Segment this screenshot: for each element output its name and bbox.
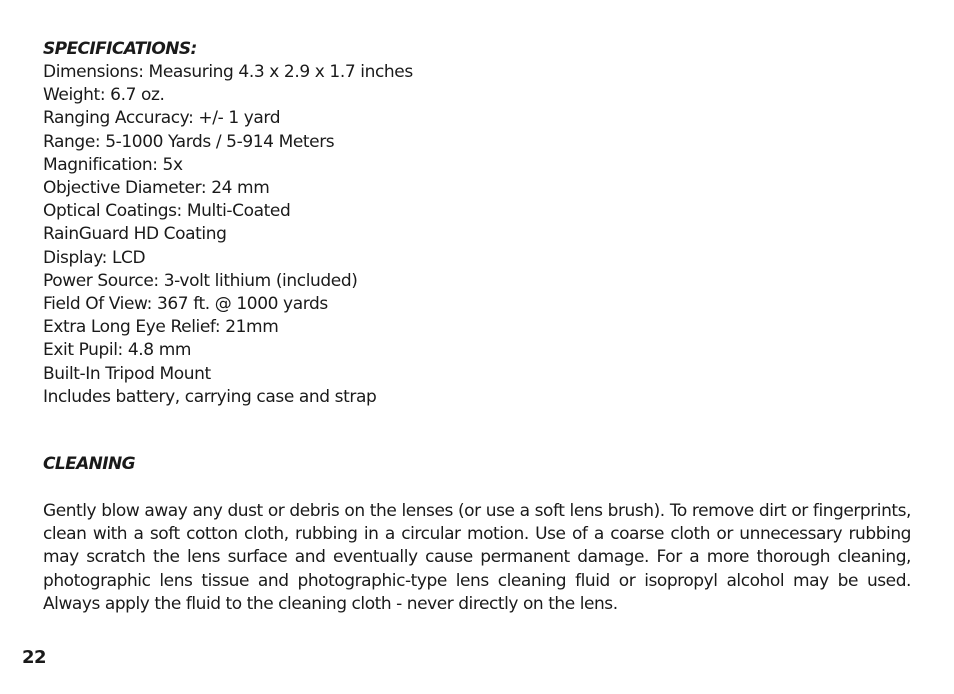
spec-item-range: Range: 5-1000 Yards / 5-914 Meters bbox=[43, 131, 335, 152]
spec-item-eye-relief: Extra Long Eye Relief: 21mm bbox=[43, 317, 279, 338]
spec-item-power-source: Power Source: 3-volt lithium (included) bbox=[43, 270, 358, 291]
cleaning-paragraph: Gently blow away any dust or debris on the lenses (or use a soft lens brush). To remove dirt or fingerprints, clean with a soft cotton cloth, rubbing in a circular motion. Use of a coarse cloth or unnecessary rubbing may scratch the lens surface and eventually cause permanent damage. For a more thorough cleaning, photographic lens tissue and photographic-type lens cleaning fluid or isopropyl alcohol may be used. Always apply the fluid to the cleaning cloth - never directly on the lens. bbox=[43, 501, 911, 614]
spec-item-field-of-view: Field Of View: 367 ft. @ 1000 yards bbox=[43, 294, 328, 315]
spec-item-tripod-mount: Built-In Tripod Mount bbox=[43, 363, 211, 384]
spec-item-rainguard: RainGuard HD Coating bbox=[43, 224, 227, 245]
spec-item-ranging-accuracy: Ranging Accuracy: +/- 1 yard bbox=[43, 108, 281, 129]
spec-item-objective-diameter: Objective Diameter: 24 mm bbox=[43, 178, 270, 199]
manual-page bbox=[43, 38, 911, 633]
specifications-list bbox=[43, 61, 911, 409]
spec-item-display: Display: LCD bbox=[43, 247, 146, 268]
spec-item-exit-pupil: Exit Pupil: 4.8 mm bbox=[43, 340, 192, 361]
page-number: 22 bbox=[22, 647, 47, 668]
cleaning-heading: CLEANING bbox=[43, 454, 136, 475]
spec-item-includes: Includes battery, carrying case and strap bbox=[43, 386, 377, 407]
spec-item-dimensions: Dimensions: Measuring 4.3 x 2.9 x 1.7 inches bbox=[43, 62, 413, 82]
spec-item-optical-coatings: Optical Coatings: Multi-Coated bbox=[43, 201, 291, 222]
spec-item-weight: Weight: 6.7 oz. bbox=[43, 85, 165, 106]
specifications-heading: SPECIFICATIONS: bbox=[43, 39, 197, 59]
spec-item-magnification: Magnification: 5x bbox=[43, 154, 183, 175]
